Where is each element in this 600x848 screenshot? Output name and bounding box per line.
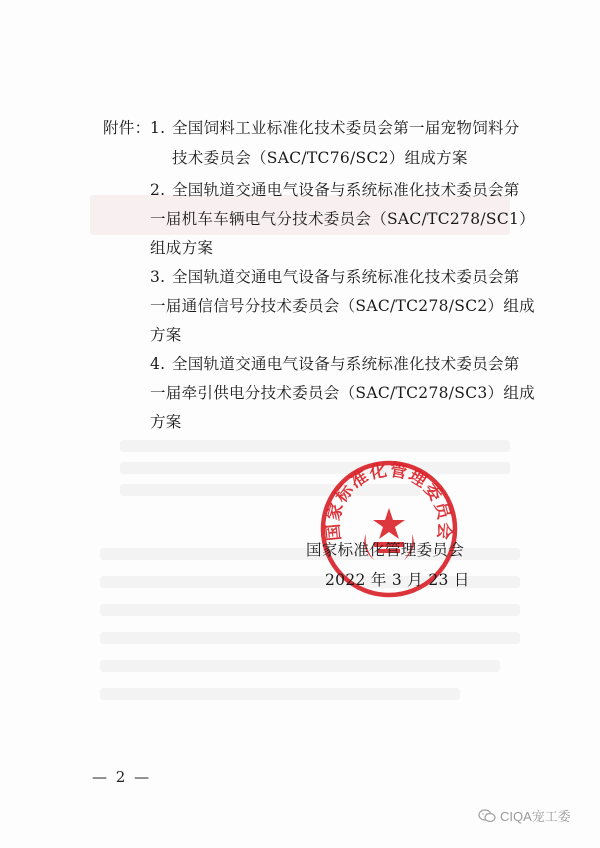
attachment-label: 附件：	[103, 119, 151, 137]
item-text-line: 全国轨道交通电气设备与系统标准化技术委员会第	[172, 181, 520, 199]
item-text-line: 全国轨道交通电气设备与系统标准化技术委员会第	[172, 268, 520, 286]
item-text-line: 技术委员会（SAC/TC76/SC2）组成方案	[172, 149, 468, 167]
item-text-line: 全国轨道交通电气设备与系统标准化技术委员会第	[172, 355, 520, 373]
issue-date: 2022 年 3 月 23 日	[325, 571, 470, 589]
bleed-through-text	[100, 632, 520, 644]
item-number: 2.	[150, 181, 166, 199]
item-number: 1.	[150, 119, 166, 137]
item-text-line: 一届通信信号分技术委员会（SAC/TC278/SC2）组成	[150, 297, 535, 315]
wechat-icon	[478, 809, 496, 823]
item-number: 4.	[150, 355, 166, 373]
item-text-line: 全国饲料工业标准化技术委员会第一届宠物饲料分	[172, 119, 520, 137]
bleed-through-text	[100, 660, 500, 672]
item-text-line: 方案	[150, 413, 182, 431]
item-text-line: 一届牵引供电分技术委员会（SAC/TC278/SC3）组成	[150, 384, 535, 402]
item-text-line: 方案	[150, 326, 182, 344]
page-number: — 2 —	[92, 768, 152, 786]
item-number: 3.	[150, 268, 166, 286]
item-text-line: 一届机车车辆电气分技术委员会（SAC/TC278/SC1）	[150, 210, 535, 228]
bleed-through-text	[100, 688, 460, 700]
item-text-line: 组成方案	[150, 239, 214, 257]
bleed-through-text	[100, 604, 520, 616]
bleed-through-text	[120, 440, 510, 452]
watermark-text: CIQA宠工委	[500, 809, 571, 824]
issuing-organization: 国家标准化管理委员会	[306, 541, 465, 559]
seal-text: 国家标准化管理委员会	[323, 460, 455, 542]
watermark	[478, 806, 571, 825]
